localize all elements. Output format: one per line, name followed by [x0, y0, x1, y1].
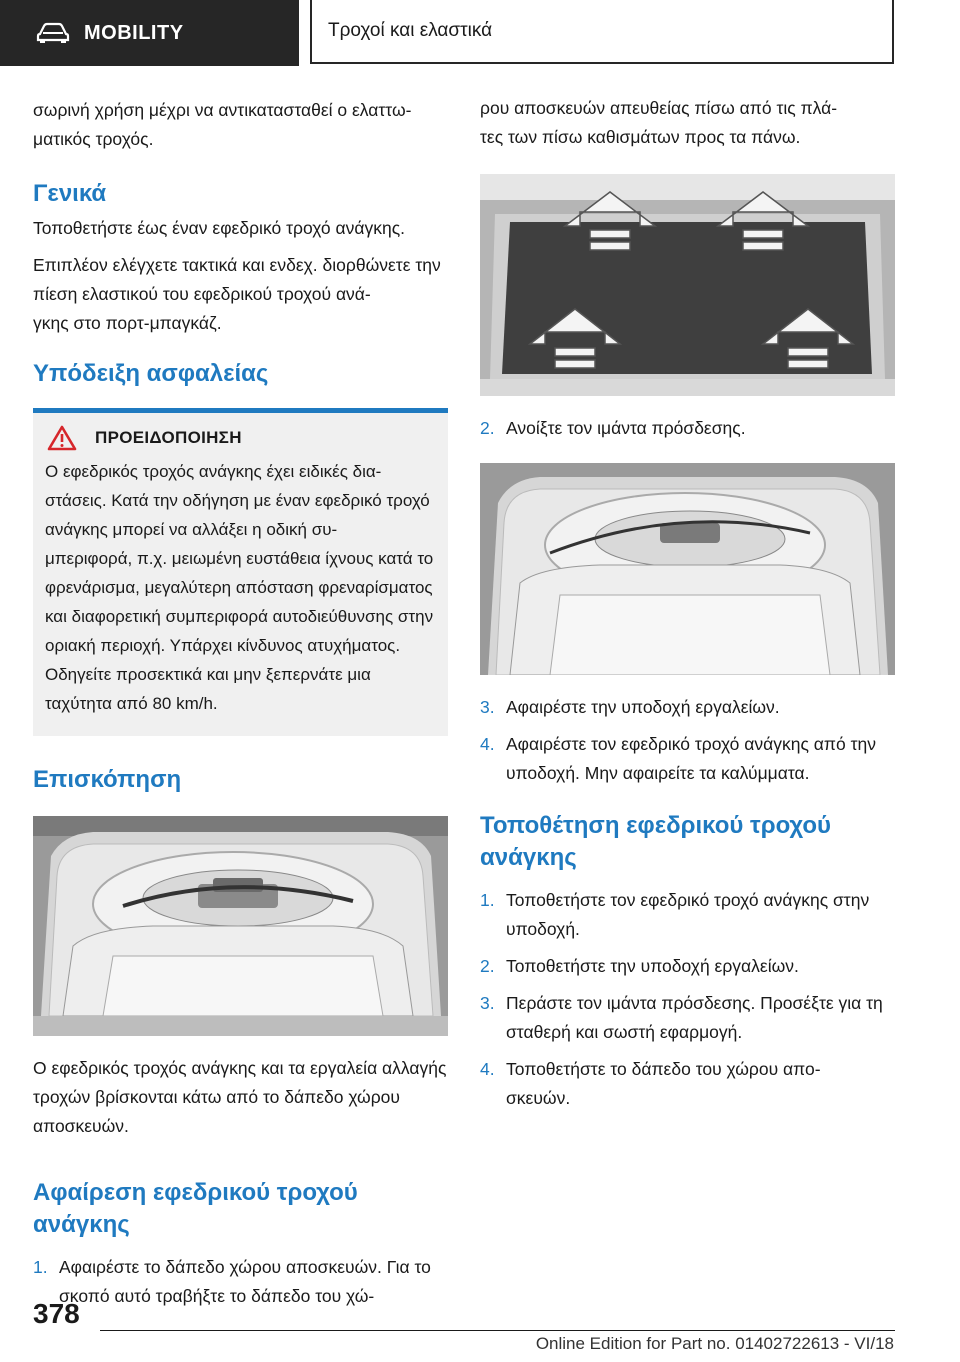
removal-steps	[33, 1253, 448, 1311]
install-steps	[480, 886, 895, 1113]
list-item	[480, 886, 895, 944]
step-text: Αφαιρέστε το δάπεδο χώρου αποσκευών. Για το σκοπό αυτό τραβήξτε το δάπεδο του χώ-	[59, 1257, 431, 1306]
safety-heading: Υπόδειξη ασφαλείας	[33, 360, 269, 387]
overview-heading: Επισκόπηση	[33, 766, 182, 793]
strap-illustration	[480, 463, 895, 675]
footer-divider	[100, 1330, 895, 1331]
warning-triangle-icon	[47, 425, 77, 451]
trunk-spare-wheel-image	[33, 816, 448, 1036]
general-heading: Γενικά	[33, 180, 107, 207]
step-number: 1.	[33, 1257, 48, 1277]
step-text: Τοποθετήστε τον εφεδρικό τροχό ανάγκης στην υποδοχή.	[506, 890, 870, 939]
step-text: Τοποθετήστε το δάπεδο του χώρου απο- σκευών.	[506, 1059, 821, 1108]
intro-text: σωρινή χρήση μέχρι να αντικατασταθεί ο ελαττω- ματικός τροχός.	[33, 100, 412, 149]
left-column	[33, 96, 448, 1319]
overview-caption: Ο εφεδρικός τροχός ανάγκης και τα εργαλεία αλλαγής τροχών βρίσκονται κάτω από το δάπεδο χώρου αποσκευών.	[33, 1058, 447, 1136]
step-number: 4.	[480, 734, 495, 754]
list-item	[480, 952, 895, 981]
warning-box	[33, 408, 448, 736]
section-tab[interactable]	[0, 0, 299, 66]
right-column	[480, 98, 895, 1121]
trunk-strap-image	[480, 463, 895, 675]
general-paragraph-1: Τοποθετήστε έως έναν εφεδρικό τροχό ανάγκης.	[33, 218, 406, 238]
list-item	[480, 730, 895, 788]
removal-steps-final	[480, 693, 895, 788]
list-item	[480, 989, 895, 1047]
step-text: Ανοίξτε τον ιμάντα πρόσδεσης.	[506, 418, 746, 438]
edition-text: Online Edition for Part no. 01402722613 - VI/18	[535, 1334, 894, 1353]
step-text: Περάστε τον ιμάντα πρόσδεσης. Προσέξτε για τη σταθερή και σωστή εφαρμογή.	[506, 993, 883, 1042]
list-item	[33, 1253, 448, 1311]
general-paragraph-2: Επιπλέον ελέγχετε τακτικά και ενδεχ. διορθώνετε την πίεση ελαστικού του εφεδρικού τροχού ανά- γκης στο πορτ-μπαγκάζ.	[33, 255, 441, 333]
list-item	[480, 1055, 895, 1113]
step-number: 3.	[480, 697, 495, 717]
step-number: 1.	[480, 890, 495, 910]
step-text: Τοποθετήστε την υποδοχή εργαλείων.	[506, 956, 799, 976]
page-number: 378	[33, 1298, 80, 1329]
step-number: 3.	[480, 993, 495, 1013]
step-text: Αφαιρέστε την υποδοχή εργαλείων.	[506, 697, 780, 717]
section-label: MOBILITY	[84, 21, 184, 44]
warning-text: Ο εφεδρικός τροχός ανάγκης έχει ειδικές δια- στάσεις. Κατά την οδήγηση με έναν εφεδρικό τροχό ανάγκης μπορεί να αλλάξει η οδική συ- μπεριφορά, π.χ. μειωμένη ευστάθεια ίχνους κατά το φρενάρισμα, μεγαλύτερη απόσταση φρεναρίσματος και διαφορετική συμπεριφορά αυτοδιεύθυνσης στην οριακή περιοχή. Υπάρχει κίνδυνος ατυχήματος. Οδηγείτε προσεκτικά και μην ξεπερνάτε μια ταχύτητα από 80 km/h.	[45, 462, 434, 713]
continued-text: ρου αποσκευών απευθείας πίσω από τις πλά- τες των πίσω καθισμάτων προς τα πάνω.	[480, 98, 838, 147]
floor-lift-illustration	[480, 174, 895, 396]
list-item	[480, 693, 895, 722]
overview-illustration	[33, 816, 448, 1036]
removal-steps-continued	[480, 414, 895, 443]
warning-title: ΠΡΟΕΙΔΟΠΟΙΗΣΗ	[95, 428, 242, 447]
install-heading: Τοποθέτηση εφεδρικού τροχού ανάγκης	[480, 812, 831, 871]
step-number: 2.	[480, 956, 495, 976]
step-number: 2.	[480, 418, 495, 438]
trunk-floor-arrows-image	[480, 174, 895, 396]
page-header	[0, 0, 960, 66]
step-text: Αφαιρέστε τον εφεδρικό τροχό ανάγκης από την υποδοχή. Μην αφαιρείτε τα καλύμματα.	[506, 734, 876, 783]
step-number: 4.	[480, 1059, 495, 1079]
removal-heading: Αφαίρεση εφεδρικού τροχού ανάγκης	[33, 1179, 358, 1238]
list-item	[480, 414, 895, 443]
car-icon	[36, 22, 70, 44]
chapter-title: Τροχοί και ελαστικά	[310, 0, 894, 64]
